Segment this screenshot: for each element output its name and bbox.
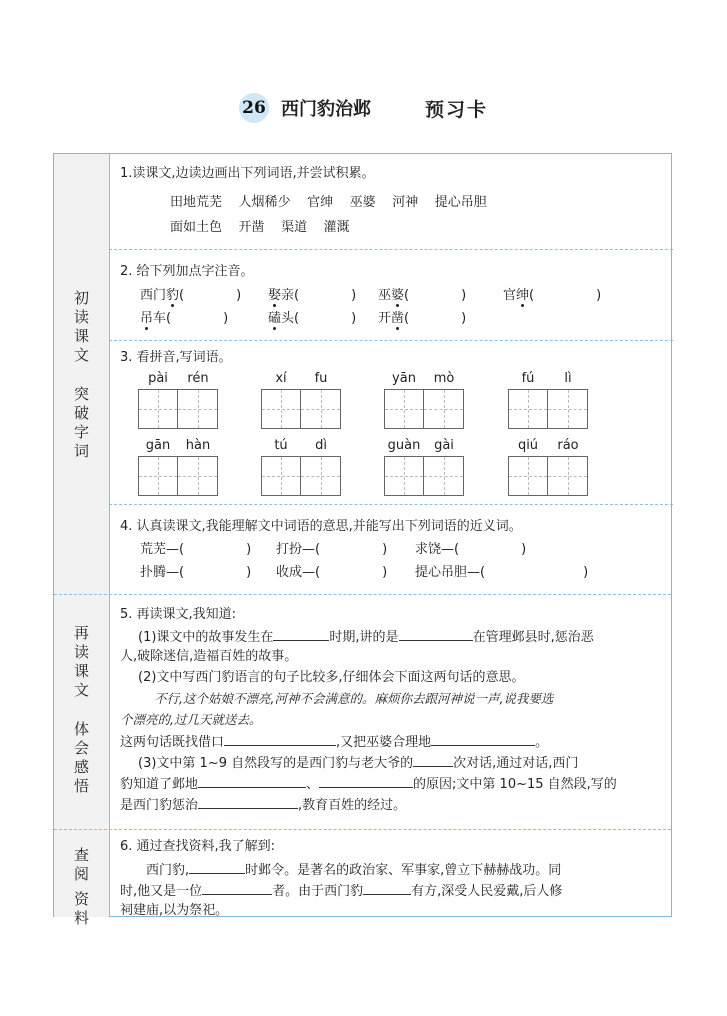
q5-line-3: (2)文中写西门豹语言的句子比较多,仔细体会下面这两句话的意思。 [138,670,525,685]
q2-item: 官绅( ) [503,288,602,303]
writing-cell[interactable] [301,456,341,496]
writing-grid[interactable] [138,456,218,496]
pinyin-label: fú [521,371,535,386]
q5-line-4: 这两句话既找借口 ,又把巫婆合理地 。 [120,731,548,752]
pinyin-label: guàn [387,438,421,453]
q4-item: 提心吊胆—( ) [415,565,589,580]
writing-cell[interactable] [384,456,424,496]
divider [54,594,671,595]
q2-item: 娶亲( ) [268,288,357,303]
q3-prompt: 3. 看拼音,写词语。 [120,350,232,365]
q5-quote-2: 个漂亮的,过几天就送去。 [120,712,262,727]
card-title: 预习卡 [424,98,488,121]
q4-item: 打扮—( ) [276,542,388,557]
q2-item: 磕头( ) [268,311,357,326]
writing-grid[interactable] [261,389,341,429]
writing-cell[interactable] [138,389,178,429]
divider [54,829,671,830]
writing-cell[interactable] [178,389,218,429]
q5-line-1: (1)课文中的故事发生在 时期,讲的是 在管理邺县时,惩治恶 [138,626,594,647]
writing-cell[interactable] [261,456,301,496]
pinyin-label: pài [148,371,168,386]
writing-cell[interactable] [508,456,548,496]
writing-cell[interactable] [261,389,301,429]
writing-grid[interactable] [508,389,588,429]
lesson-title: 西门豹治邺 [280,99,371,120]
pinyin-label: rén [187,371,209,386]
worksheet-frame [53,153,672,927]
q6-line-2: 时,他又是一位 者。由于西门豹 有方,深受人民爱戴,后人修 [120,880,562,901]
section-label-3: 查 阅 资 料 [73,846,89,927]
writing-grid[interactable] [384,456,464,496]
q5-line-7: 是西门豹惩治 ,教育百姓的经过。 [120,794,406,815]
section-label-2: 再 读 课 文 体 会 感 悟 [73,624,89,795]
q5-quote-1: 不行,这个姑娘不漂亮,河神不会满意的。麻烦你去跟河神说一声,说我要选 [154,691,554,706]
pinyin-label: xí [275,371,287,386]
page-title [0,93,727,123]
q1-word-row-1: 田地荒芜 人烟稀少 官绅 巫婆 河神 提心吊胆 [170,195,487,210]
divider [109,504,673,505]
q2-item: 巫婆( ) [378,288,467,303]
pinyin-label: tú [274,438,288,453]
pinyin-label: yān [392,371,416,386]
writing-grid[interactable] [138,389,218,429]
q6-prompt: 6. 通过查找资料,我了解到: [120,839,276,854]
writing-grid[interactable] [261,456,341,496]
writing-cell[interactable] [301,389,341,429]
pinyin-label: gān [145,438,171,453]
q4-prompt: 4. 认真读课文,我能理解文中词语的意思,并能写出下列词语的近义词。 [120,519,522,534]
q4-item: 收成—( ) [276,565,388,580]
pinyin-label: fu [314,371,328,386]
pinyin-label: dì [315,438,327,453]
q4-item: 扑腾—( ) [140,565,252,580]
q4-item: 求饶—( ) [415,542,527,557]
writing-cell[interactable] [384,389,424,429]
writing-grid[interactable] [508,456,588,496]
q6-line-3: 祠建庙,以为祭祀。 [120,903,229,918]
pinyin-label: ráo [557,438,579,453]
section-label-1: 初 读 课 文 突 破 字 词 [73,289,89,460]
q1-prompt: 1.读课文,边读边画出下列词语,并尝试积累。 [120,166,375,181]
q6-line-1: 西门豹, 时邺令。是著名的政治家、军事家,曾立下赫赫战功。同 [146,859,561,880]
column-divider [109,154,110,916]
divider [109,249,673,250]
pinyin-label: gài [434,438,454,453]
pinyin-label: mò [433,371,455,386]
writing-cell[interactable] [178,456,218,496]
writing-cell[interactable] [138,456,178,496]
divider [109,340,673,341]
pinyin-label: hàn [185,438,211,453]
writing-cell[interactable] [548,389,588,429]
q5-prompt: 5. 再读课文,我知道: [120,607,237,622]
writing-cell[interactable] [508,389,548,429]
pinyin-label: qiú [517,438,539,453]
writing-grid[interactable] [384,389,464,429]
writing-cell[interactable] [548,456,588,496]
pinyin-label: lì [564,371,572,386]
writing-cell[interactable] [424,456,464,496]
lesson-number-badge: 26 [239,93,269,123]
q2-prompt: 2. 给下列加点字注音。 [120,264,254,279]
q2-item: 开凿( ) [378,311,467,326]
writing-cell[interactable] [424,389,464,429]
q4-item: 荒芜—( ) [140,542,252,557]
q1-word-row-2: 面如土色 开凿 渠道 灌溉 [170,220,350,235]
q5-line-2: 人,破除迷信,造福百姓的故事。 [120,649,298,664]
q2-item: 西门豹( ) [140,288,242,303]
q2-item: 吊车( ) [140,311,229,326]
q5-line-6: 豹知道了邺地 、 的原因;文中第 10~15 自然段,写的 [120,773,617,794]
q5-line-5: (3)文中第 1~9 自然段写的是西门豹与老大爷的 次对话,通过对话,西门 [138,752,578,773]
